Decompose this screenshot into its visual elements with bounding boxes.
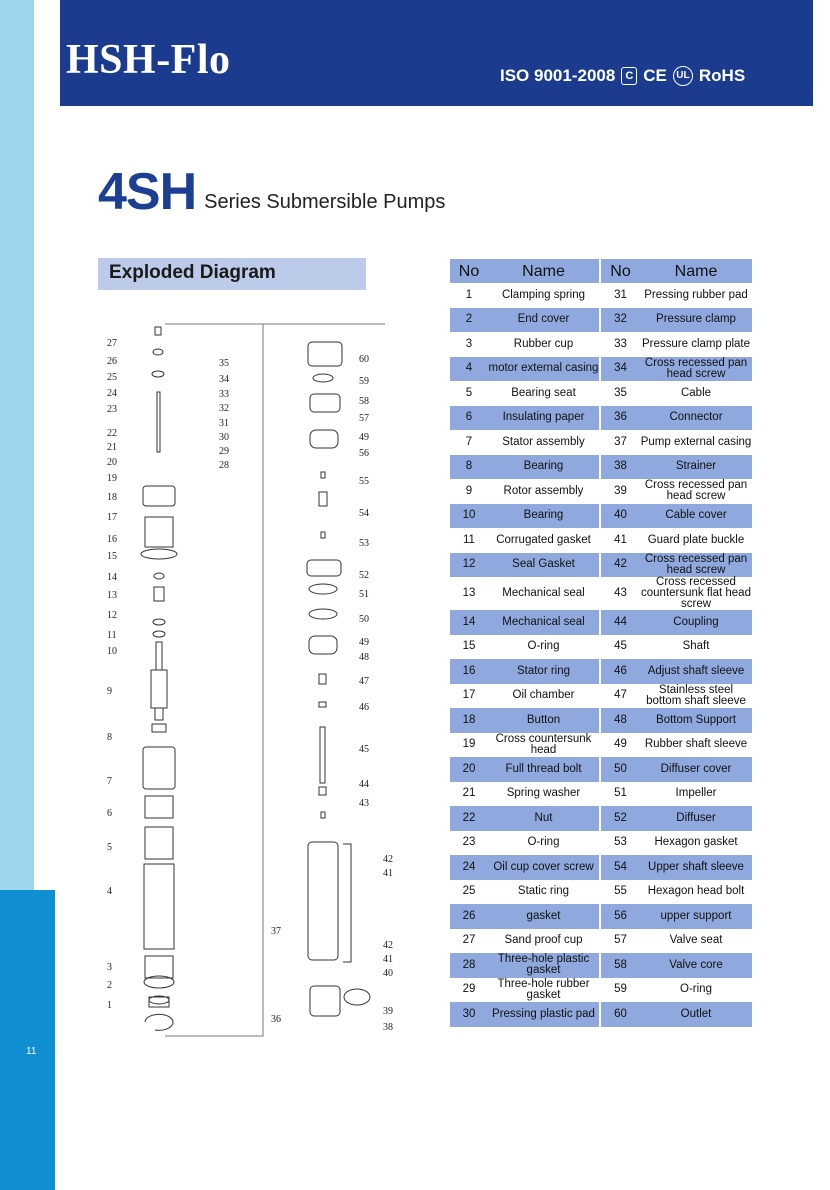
table-row — [450, 455, 752, 480]
callout-label: 29 — [219, 446, 229, 457]
part-name: Cross countersunk head — [488, 733, 600, 758]
part-number: 32 — [600, 308, 640, 333]
part-name: Guard plate buckle — [640, 528, 752, 553]
part-name: Clamping spring — [488, 283, 600, 308]
part-name: Stator assembly — [488, 430, 600, 455]
part-name: Valve core — [640, 953, 752, 978]
callout-label: 42 — [383, 940, 393, 951]
part-number: 13 — [450, 577, 488, 610]
certification-marks — [500, 66, 745, 86]
series-title: Series Submersible Pumps — [204, 191, 446, 213]
callout-label: 45 — [359, 744, 369, 755]
table-row — [450, 733, 752, 758]
callout-label: 51 — [359, 589, 369, 600]
part-name: Upper shaft sleeve — [640, 855, 752, 880]
callout-label: 58 — [359, 396, 369, 407]
table-row — [450, 659, 752, 684]
part-number: 7 — [450, 430, 488, 455]
part-name: Hexagon gasket — [640, 831, 752, 856]
part-number: 42 — [600, 553, 640, 578]
part-name: Bearing — [488, 504, 600, 529]
part-number: 9 — [450, 479, 488, 504]
table-row — [450, 684, 752, 709]
parts-table-header — [450, 259, 752, 283]
part-number: 37 — [600, 430, 640, 455]
part-number: 55 — [600, 880, 640, 905]
callout-label: 2 — [107, 980, 112, 991]
section-heading-bar — [98, 258, 366, 290]
part-number: 24 — [450, 855, 488, 880]
callout-label: 43 — [359, 798, 369, 809]
part-name: Stainless steel bottom shaft sleeve — [640, 684, 752, 709]
table-row — [450, 1002, 752, 1027]
part-name: Outlet — [640, 1002, 752, 1027]
callout-label: 47 — [359, 676, 369, 687]
part-name: Cross recessed pan head screw — [640, 553, 752, 578]
callout-label: 54 — [359, 508, 369, 519]
part-name: Hexagon head bolt — [640, 880, 752, 905]
callout-label: 23 — [107, 404, 117, 415]
part-name: motor external casing — [488, 357, 600, 382]
part-name: Spring washer — [488, 782, 600, 807]
part-number: 27 — [450, 929, 488, 954]
part-number: 31 — [600, 283, 640, 308]
part-name: Pressure clamp plate — [640, 332, 752, 357]
part-number: 50 — [600, 757, 640, 782]
callout-label: 56 — [359, 448, 369, 459]
part-name: Mechanical seal — [488, 577, 600, 610]
callout-label: 60 — [359, 354, 369, 365]
callout-label: 22 — [107, 428, 117, 439]
callout-label: 55 — [359, 476, 369, 487]
part-number: 56 — [600, 904, 640, 929]
part-number: 41 — [600, 528, 640, 553]
table-row — [450, 406, 752, 431]
part-number: 34 — [600, 357, 640, 382]
part-name: O-ring — [488, 831, 600, 856]
part-name: Bottom Support — [640, 708, 752, 733]
part-number: 17 — [450, 684, 488, 709]
part-name: Three-hole rubber gasket — [488, 978, 600, 1003]
part-number: 29 — [450, 978, 488, 1003]
part-number: 4 — [450, 357, 488, 382]
part-number: 22 — [450, 806, 488, 831]
callout-label: 31 — [219, 418, 229, 429]
callout-label: 21 — [107, 442, 117, 453]
part-number: 44 — [600, 610, 640, 635]
callout-label: 19 — [107, 473, 117, 484]
series-code: 4SH — [98, 163, 197, 221]
part-name: End cover — [488, 308, 600, 333]
part-number: 12 — [450, 553, 488, 578]
callout-label: 7 — [107, 776, 112, 787]
callout-label: 12 — [107, 610, 117, 621]
table-row — [450, 708, 752, 733]
callout-label: 49 — [359, 637, 369, 648]
table-row — [450, 831, 752, 856]
table-row — [450, 978, 752, 1003]
part-number: 48 — [600, 708, 640, 733]
table-row — [450, 332, 752, 357]
rohs-mark: RoHS — [698, 66, 746, 85]
callout-label: 15 — [107, 551, 117, 562]
part-number: 40 — [600, 504, 640, 529]
brand-logo: HSH-Flo — [66, 37, 231, 83]
part-name: O-ring — [640, 978, 752, 1003]
part-name: Rubber shaft sleeve — [640, 733, 752, 758]
column-header: No — [450, 259, 488, 283]
callout-label: 57 — [359, 413, 369, 424]
part-number: 21 — [450, 782, 488, 807]
part-number: 53 — [600, 831, 640, 856]
callout-label: 32 — [219, 403, 229, 414]
part-name: Valve seat — [640, 929, 752, 954]
callout-label: 39 — [383, 1006, 393, 1017]
part-name: Shaft — [640, 635, 752, 660]
part-number: 60 — [600, 1002, 640, 1027]
callout-label: 25 — [107, 372, 117, 383]
part-name: Coupling — [640, 610, 752, 635]
table-row — [450, 577, 752, 610]
part-name: Full thread bolt — [488, 757, 600, 782]
part-name: Cable cover — [640, 504, 752, 529]
callout-label: 11 — [107, 630, 117, 641]
table-row — [450, 528, 752, 553]
part-number: 19 — [450, 733, 488, 758]
part-number: 28 — [450, 953, 488, 978]
sidebar-accent-bottom — [0, 890, 55, 1190]
part-name: Seal Gasket — [488, 553, 600, 578]
part-number: 11 — [450, 528, 488, 553]
callout-label: 48 — [359, 652, 369, 663]
table-row — [450, 610, 752, 635]
part-name: Connector — [640, 406, 752, 431]
part-number: 38 — [600, 455, 640, 480]
table-row — [450, 357, 752, 382]
part-number: 5 — [450, 381, 488, 406]
part-number: 20 — [450, 757, 488, 782]
callout-label: 59 — [359, 376, 369, 387]
table-row — [450, 430, 752, 455]
part-name: Diffuser cover — [640, 757, 752, 782]
part-number: 35 — [600, 381, 640, 406]
callout-label: 14 — [107, 572, 117, 583]
page-number: 11 — [26, 1046, 37, 1057]
callout-label: 33 — [219, 389, 229, 400]
part-number: 25 — [450, 880, 488, 905]
part-number: 30 — [450, 1002, 488, 1027]
exploded-diagram — [95, 322, 425, 1042]
part-number: 26 — [450, 904, 488, 929]
part-number: 47 — [600, 684, 640, 709]
table-row — [450, 504, 752, 529]
table-row — [450, 757, 752, 782]
part-name: Rubber cup — [488, 332, 600, 357]
callout-label: 1 — [107, 1000, 112, 1011]
callout-label: 44 — [359, 779, 369, 790]
table-row — [450, 904, 752, 929]
callout-label: 10 — [107, 646, 117, 657]
part-name: Rotor assembly — [488, 479, 600, 504]
part-number: 58 — [600, 953, 640, 978]
part-name: Cross recessed pan head screw — [640, 357, 752, 382]
part-number: 46 — [600, 659, 640, 684]
table-row — [450, 880, 752, 905]
callout-label: 27 — [107, 338, 117, 349]
callout-label: 30 — [219, 432, 229, 443]
part-number: 33 — [600, 332, 640, 357]
part-name: Adjust shaft sleeve — [640, 659, 752, 684]
ce-mark: CE — [643, 66, 667, 85]
part-number: 59 — [600, 978, 640, 1003]
part-name: Mechanical seal — [488, 610, 600, 635]
part-number: 57 — [600, 929, 640, 954]
callout-label: 3 — [107, 962, 112, 973]
table-row — [450, 479, 752, 504]
table-row — [450, 953, 752, 978]
part-number: 16 — [450, 659, 488, 684]
part-number: 3 — [450, 332, 488, 357]
callout-label: 38 — [383, 1022, 393, 1033]
table-row — [450, 855, 752, 880]
part-number: 45 — [600, 635, 640, 660]
part-name: Pressing rubber pad — [640, 283, 752, 308]
sidebar-accent-top — [0, 0, 34, 890]
callout-label: 50 — [359, 614, 369, 625]
part-number: 1 — [450, 283, 488, 308]
callout-label: 36 — [271, 1014, 281, 1025]
table-row — [450, 283, 752, 308]
table-row — [450, 381, 752, 406]
part-number: 52 — [600, 806, 640, 831]
part-number: 15 — [450, 635, 488, 660]
part-name: Strainer — [640, 455, 752, 480]
callout-label: 41 — [383, 868, 393, 879]
part-number: 10 — [450, 504, 488, 529]
part-name: Pressure clamp — [640, 308, 752, 333]
callout-label: 18 — [107, 492, 117, 503]
column-header: Name — [640, 259, 752, 283]
part-name: Pressing plastic pad — [488, 1002, 600, 1027]
part-name: Oil chamber — [488, 684, 600, 709]
part-number: 14 — [450, 610, 488, 635]
part-name: Cross recessed countersunk flat head screw — [641, 576, 751, 610]
table-row — [450, 929, 752, 954]
callout-label: 34 — [219, 374, 229, 385]
table-row — [450, 308, 752, 333]
part-name: Cable — [640, 381, 752, 406]
callout-label: 53 — [359, 538, 369, 549]
part-name: Three-hole plastic gasket — [488, 953, 600, 978]
table-row — [450, 635, 752, 660]
callout-label: 5 — [107, 842, 112, 853]
ul-mark-icon: UL — [673, 66, 693, 86]
part-name: Cross recessed pan head screw — [640, 479, 752, 504]
part-number: 8 — [450, 455, 488, 480]
part-number: 36 — [600, 406, 640, 431]
part-name: O-ring — [488, 635, 600, 660]
part-number: 23 — [450, 831, 488, 856]
callout-label: 46 — [359, 702, 369, 713]
part-name: Diffuser — [640, 806, 752, 831]
callout-label: 40 — [383, 968, 393, 979]
callout-label: 6 — [107, 808, 112, 819]
part-number: 18 — [450, 708, 488, 733]
callout-label: 13 — [107, 590, 117, 601]
callout-label: 42 — [383, 854, 393, 865]
part-number: 43 — [600, 577, 640, 610]
iso-certification: ISO 9001-2008 — [500, 66, 616, 85]
part-number: 2 — [450, 308, 488, 333]
part-number: 51 — [600, 782, 640, 807]
callout-label: 24 — [107, 388, 117, 399]
callout-label: 41 — [383, 954, 393, 965]
callout-label: 52 — [359, 570, 369, 581]
table-row — [450, 553, 752, 578]
part-name: Bearing — [488, 455, 600, 480]
callout-label: 4 — [107, 886, 112, 897]
part-number: 49 — [600, 733, 640, 758]
part-number: 54 — [600, 855, 640, 880]
callout-label: 49 — [359, 432, 369, 443]
callout-label: 20 — [107, 457, 117, 468]
part-name: Stator ring — [488, 659, 600, 684]
callout-label: 28 — [219, 460, 229, 471]
callout-label: 17 — [107, 512, 117, 523]
part-name: Corrugated gasket — [488, 528, 600, 553]
parts-table — [450, 259, 752, 1027]
part-name: Static ring — [488, 880, 600, 905]
column-header: Name — [488, 259, 600, 283]
part-number: 39 — [600, 479, 640, 504]
part-name: Pump external casing — [640, 430, 752, 455]
part-number: 6 — [450, 406, 488, 431]
part-name: Oil cup cover screw — [488, 855, 600, 880]
part-name: upper support — [640, 904, 752, 929]
part-name: Sand proof cup — [488, 929, 600, 954]
table-row — [450, 806, 752, 831]
callout-label: 35 — [219, 358, 229, 369]
part-name: Button — [488, 708, 600, 733]
part-name: Impeller — [640, 782, 752, 807]
callout-label: 26 — [107, 356, 117, 367]
page-title — [98, 163, 446, 221]
part-name: Bearing seat — [488, 381, 600, 406]
column-header: No — [600, 259, 640, 283]
callout-label: 9 — [107, 686, 112, 697]
part-name: gasket — [488, 904, 600, 929]
callout-label: 8 — [107, 732, 112, 743]
part-name: Nut — [488, 806, 600, 831]
ccc-mark-icon: C — [621, 67, 637, 85]
part-name: Insulating paper — [488, 406, 600, 431]
section-heading: Exploded Diagram — [109, 262, 276, 283]
callout-label: 37 — [271, 926, 281, 937]
callout-label: 16 — [107, 534, 117, 545]
table-row — [450, 782, 752, 807]
